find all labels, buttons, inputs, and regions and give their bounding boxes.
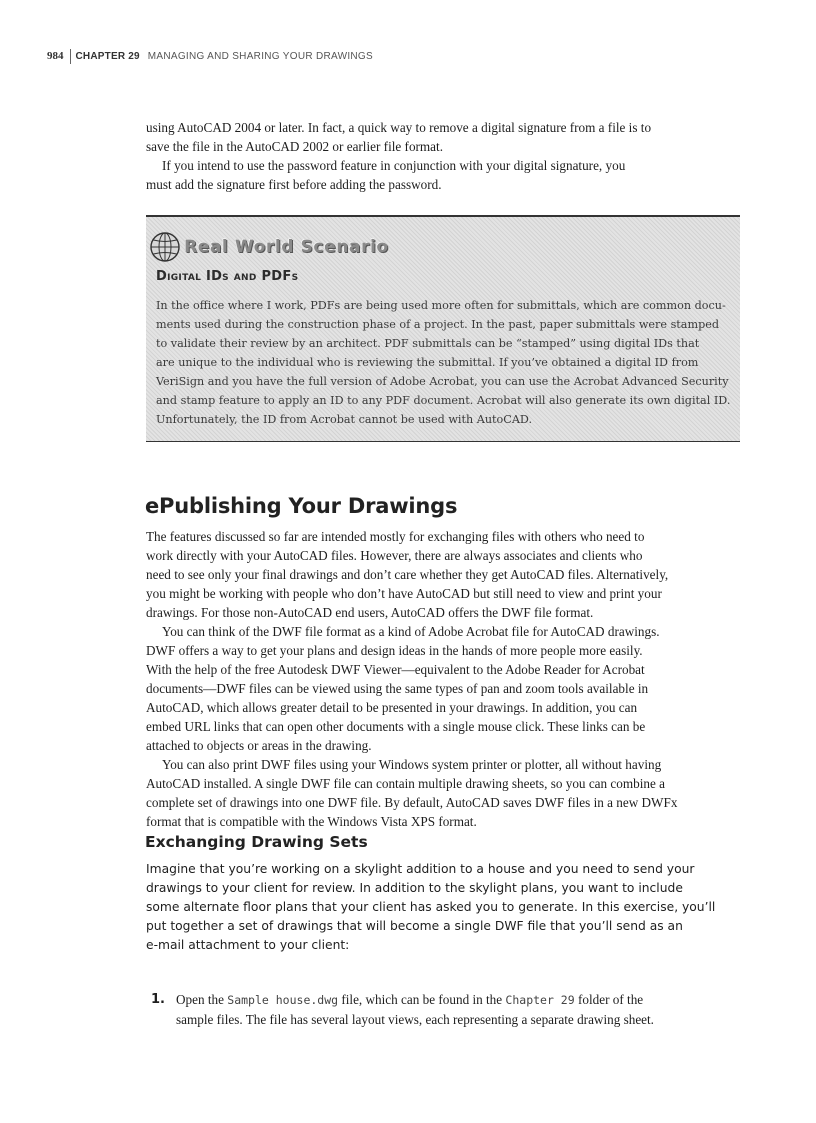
- text-line: need to see only your final drawings and don’t care whether they get AutoCAD files. Alternatively,: [146, 567, 669, 582]
- file-name: Sample house.dwg: [227, 993, 339, 1007]
- text-line: You can think of the DWF file format as a kind of Adobe Acrobat file for AutoCAD drawings.: [162, 624, 660, 639]
- folder-name: Chapter 29: [505, 993, 575, 1007]
- step-text-part: file, which can be found in the: [338, 992, 506, 1007]
- text-line: attached to objects or areas in the drawing.: [146, 738, 372, 753]
- text-line: VeriSign and you have the full version of Adobe Acrobat, you can use the Acrobat Advanced Security: [156, 375, 729, 388]
- text-line: In the office where I work, PDFs are being used more often for submittals, which are common docu-: [156, 299, 726, 312]
- globe-icon: [149, 231, 181, 263]
- text-line: drawings to your client for review. In addition to the skylight plans, you want to include: [146, 881, 683, 895]
- text-line: ments used during the construction phase of a project. In the past, paper submittals were stamped: [156, 318, 720, 331]
- text-line: You can also print DWF files using your Windows system printer or plotter, all without having: [162, 757, 662, 772]
- text-line: drawings. For those non-AutoCAD end users, AutoCAD offers the DWF file format.: [146, 605, 594, 620]
- step-item: [146, 990, 740, 1029]
- text-line: e-mail attachment to your client:: [146, 938, 350, 952]
- text-line: With the help of the free Autodesk DWF Viewer—equivalent to the Adobe Reader for Acrobat: [146, 662, 645, 677]
- text-line: documents—DWF files can be viewed using the same types of pan and zoom tools available in: [146, 681, 649, 696]
- sidebar-header: [149, 231, 389, 263]
- text-line: sample files. The file has several layout views, each representing a separate drawing sheet.: [176, 1012, 654, 1027]
- step-text: [176, 990, 654, 1029]
- text-line: Unfortunately, the ID from Acrobat cannot be used with AutoCAD.: [156, 413, 533, 426]
- step-list: [146, 990, 740, 1029]
- text-line: DWF offers a way to get your plans and design ideas in the hands of more people more easily.: [146, 643, 643, 658]
- running-head: [47, 48, 373, 64]
- sidebar-body: [156, 296, 734, 429]
- text-line: embed URL links that can open other documents with a single mouse click. These links can be: [146, 719, 646, 734]
- text-line: are unique to the individual who is reviewing the submittal. If you’ve obtained a digital ID from: [156, 356, 699, 369]
- text-line: some alternate floor plans that your client has asked you to generate. In this exercise, you’ll: [146, 900, 716, 914]
- text-line: to validate their review by an architect. PDF submittals can be “stamped” using digital IDs that: [156, 337, 700, 350]
- text-line: and stamp feature to apply an ID to any PDF document. Acrobat will also generate its own digital ID.: [156, 394, 731, 407]
- section-heading: ePublishing Your Drawings: [145, 494, 458, 518]
- text-line: AutoCAD, which allows greater detail to be presented in your drawings. In addition, you can: [146, 700, 638, 715]
- text-line: Imagine that you’re working on a skylight addition to a house and you need to send your: [146, 862, 695, 876]
- subsection-body: [146, 860, 740, 955]
- text-line: work directly with your AutoCAD files. However, there are always associates and clients who: [146, 548, 643, 563]
- subsection-heading: Exchanging Drawing Sets: [145, 833, 368, 851]
- text-line: The features discussed so far are intended mostly for exchanging files with others who need to: [146, 529, 645, 544]
- text-line: format that is compatible with the Windows Vista XPS format.: [146, 814, 477, 829]
- step-number: 1.: [151, 992, 165, 1007]
- chapter-title: MANAGING AND SHARING YOUR DRAWINGS: [147, 50, 373, 62]
- chapter-label: CHAPTER 29: [75, 50, 140, 62]
- text-line: If you intend to use the password feature in conjunction with your digital signature, you: [162, 158, 626, 173]
- text-line: using AutoCAD 2004 or later. In fact, a quick way to remove a digital signature from a file is to: [146, 120, 652, 135]
- real-world-scenario-sidebar: [146, 215, 740, 442]
- text-line: AutoCAD installed. A single DWF file can contain multiple drawing sheets, so you can combine a: [146, 776, 665, 791]
- page-number: 984: [47, 50, 64, 62]
- step-text-part: folder of the: [574, 992, 644, 1007]
- sidebar-title: Real World Scenario: [184, 237, 389, 257]
- text-line: save the file in the AutoCAD 2002 or earlier file format.: [146, 139, 443, 154]
- step-text-part: Open the: [176, 992, 228, 1007]
- text-line: you might be working with people who don’t have AutoCAD but still need to view and print your: [146, 586, 662, 601]
- text-line: put together a set of drawings that will become a single DWF file that you’ll send as an: [146, 919, 683, 933]
- section-body: [146, 527, 740, 831]
- intro-paragraph: [146, 118, 740, 194]
- text-line: must add the signature first before adding the password.: [146, 177, 442, 192]
- text-line: complete set of drawings into one DWF file. By default, AutoCAD saves DWF files in a new DWFx: [146, 795, 678, 810]
- sidebar-subtitle: Digital IDs and PDFs: [156, 269, 299, 284]
- header-divider: [70, 49, 71, 64]
